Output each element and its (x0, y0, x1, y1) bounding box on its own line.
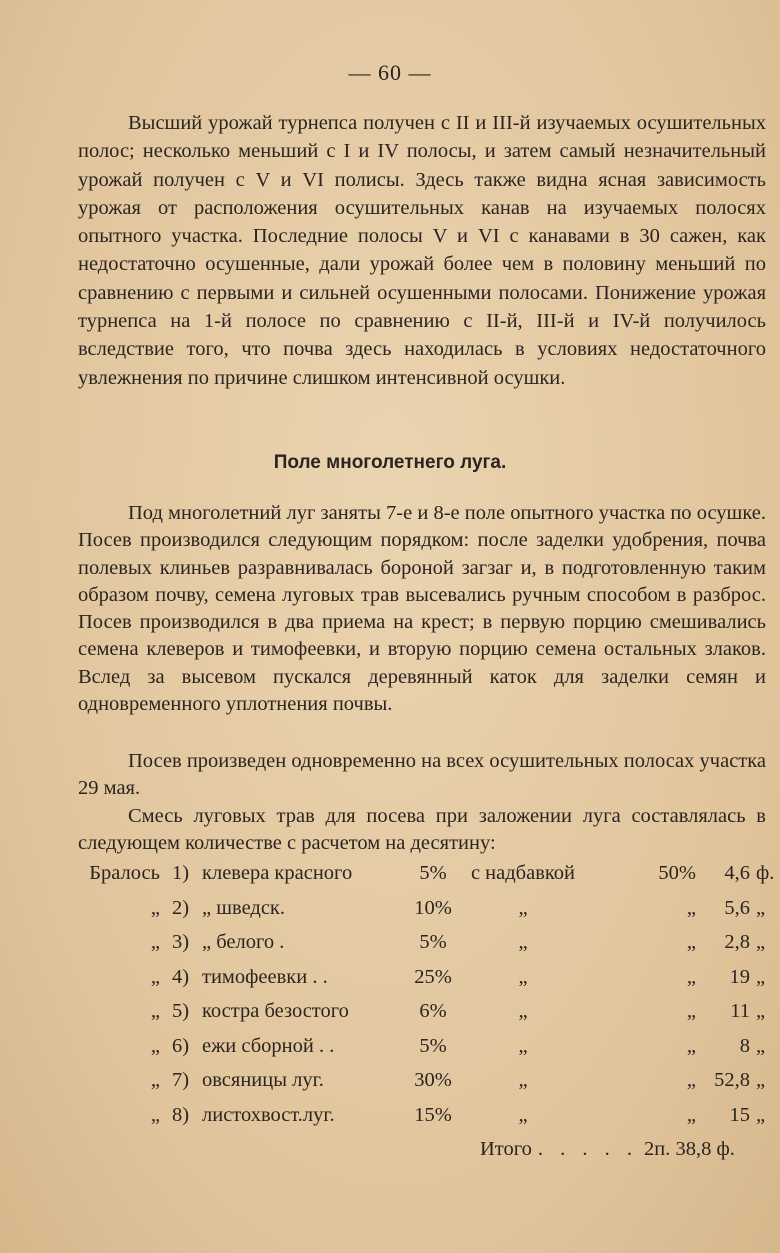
cell-lead: „ (150, 896, 160, 919)
cell-with: „ (518, 1000, 528, 1022)
cell-unit: „ (756, 931, 766, 953)
cell-pct: 15% (414, 1103, 452, 1126)
table-row (78, 1000, 778, 1035)
cell-num: 7) (172, 1069, 190, 1091)
cell-num: 4) (172, 965, 190, 988)
cell-unit: „ (756, 1000, 766, 1022)
cell-with: с надбавкой (470, 862, 576, 884)
cell-pct: 5% (419, 862, 447, 884)
cell-pct: 10% (414, 896, 452, 919)
cell-val: 2,8 (724, 931, 750, 953)
cell-num: 5) (172, 1000, 190, 1022)
cell-lead: „ (150, 965, 160, 988)
cell-name: клевера красного (202, 862, 353, 884)
cell-val: 11 (730, 1000, 750, 1022)
table-row (78, 1104, 778, 1139)
cell-pct: 5% (419, 1034, 447, 1057)
cell-with: „ (518, 1069, 528, 1091)
cell-name: „ шведск. (202, 896, 286, 919)
cell-unit: „ (756, 896, 766, 919)
table-row (78, 897, 778, 932)
cell-with: „ (518, 896, 528, 919)
cell-pct: 30% (414, 1069, 452, 1091)
cell-val: 5,6 (724, 896, 750, 919)
cell-add: „ (686, 1000, 696, 1022)
cell-with: „ (518, 965, 528, 988)
cell-unit: „ (756, 1069, 766, 1091)
page-number: — 60 — (348, 60, 432, 85)
cell-name: ежи сборной . . (202, 1034, 335, 1057)
cell-num: 2) (172, 896, 190, 919)
cell-unit: „ (756, 1034, 766, 1057)
cell-name: листохвост.луг. (202, 1103, 335, 1126)
cell-num: 1) (172, 862, 190, 884)
total-label: Итого (480, 1138, 532, 1160)
cell-val: 19 (729, 965, 750, 988)
cell-name: овсяницы луг. (202, 1069, 324, 1091)
table-row (78, 966, 778, 1001)
table-row (78, 931, 778, 966)
cell-val: 15 (729, 1103, 750, 1126)
section-heading: Поле многолетнего луга. (273, 452, 507, 473)
cell-lead: „ (150, 1103, 160, 1126)
cell-add: „ (686, 931, 696, 953)
seed-mixture-table (78, 862, 778, 1138)
cell-name: „ белого . (202, 931, 285, 953)
table-row (78, 1035, 778, 1070)
total-line (480, 1138, 735, 1161)
paragraph-sowing: Под многолетний луг заняты 7-е и 8-е поле опытного участка по осушке. Посев производился следующим порядком: после заделки удобрения, почва полевых клиньев разравнивалась бороной загзаг и, в подготовленную таким образом почву, семена луговых трав высевались ручным способом в разброс. Посев производился в два приема на крест; в первую порцию смешивались семена клеверов и тимофеевки, и вторую порцию семена остальных злаков. Вслед за высевом пускался деревянный каток для заделки семян и одновременного уплотнения почвы. (78, 502, 766, 716)
cell-with: „ (518, 1034, 528, 1057)
paragraph-turnip-yield: Высший урожай турнепса получен с II и III-й изучаемых осушительных полос; несколько меньший с I и IV полосы, и затем самый незначительный урожай получен с V и VI полисы. Здесь также видна ясная зависимость урожая от расположения осушительных канав на изучаемых полосях опытного участка. Последние полосы V и VI с канавами в 30 сажен, как недостаточно осушенные, дали урожай более чем в половину меньший по сравнению с первыми и сильней осушенными полосами. Понижение урожая турнепса на 1-й полосе по сравнению с II-й, III-й и IV-й получилось вследствие того, что почва здесь находилась в условиях недостаточного увлежнения по причине слишком интенсивной осушки. (78, 112, 766, 389)
cell-add: „ (686, 1034, 696, 1057)
cell-pct: 6% (419, 1000, 447, 1022)
cell-unit: „ (756, 1103, 766, 1126)
paragraph-mixture: Смесь луговых трав для посева при заложении луга составлялась в следующем количестве с расчетом на десятину: (78, 805, 766, 855)
cell-val: 52,8 (714, 1069, 750, 1091)
cell-add: 50% (658, 862, 696, 884)
cell-val: 8 (739, 1034, 750, 1057)
cell-num: 3) (172, 931, 190, 953)
total-value: 2п. 38,8 ф. (644, 1138, 735, 1160)
cell-add: „ (686, 896, 696, 919)
cell-with: „ (518, 1103, 528, 1126)
table-row (78, 862, 778, 897)
cell-unit: „ (756, 965, 766, 988)
cell-val: 4,6 (724, 862, 750, 884)
cell-lead: „ (150, 1034, 160, 1057)
table-row (78, 1069, 778, 1104)
cell-add: „ (686, 1103, 696, 1126)
cell-lead: „ (150, 931, 160, 953)
cell-name: тимофеевки . . (202, 965, 328, 988)
cell-add: „ (686, 965, 696, 988)
cell-lead: „ (150, 1069, 160, 1091)
cell-unit: ф. (756, 862, 775, 884)
cell-num: 6) (172, 1034, 190, 1057)
cell-add: „ (686, 1069, 696, 1091)
cell-name: костра безостого (202, 1000, 349, 1022)
total-dots: . . . . . (537, 1138, 639, 1160)
cell-pct: 5% (419, 931, 447, 953)
cell-lead: Бралось (89, 862, 160, 884)
cell-lead: „ (150, 1000, 160, 1022)
cell-with: „ (518, 931, 528, 953)
cell-pct: 25% (414, 965, 452, 988)
cell-num: 8) (172, 1103, 190, 1126)
paragraph-sowing-date: Посев произведен одновременно на всех осушительных полосах участка 29 мая. (78, 750, 766, 800)
